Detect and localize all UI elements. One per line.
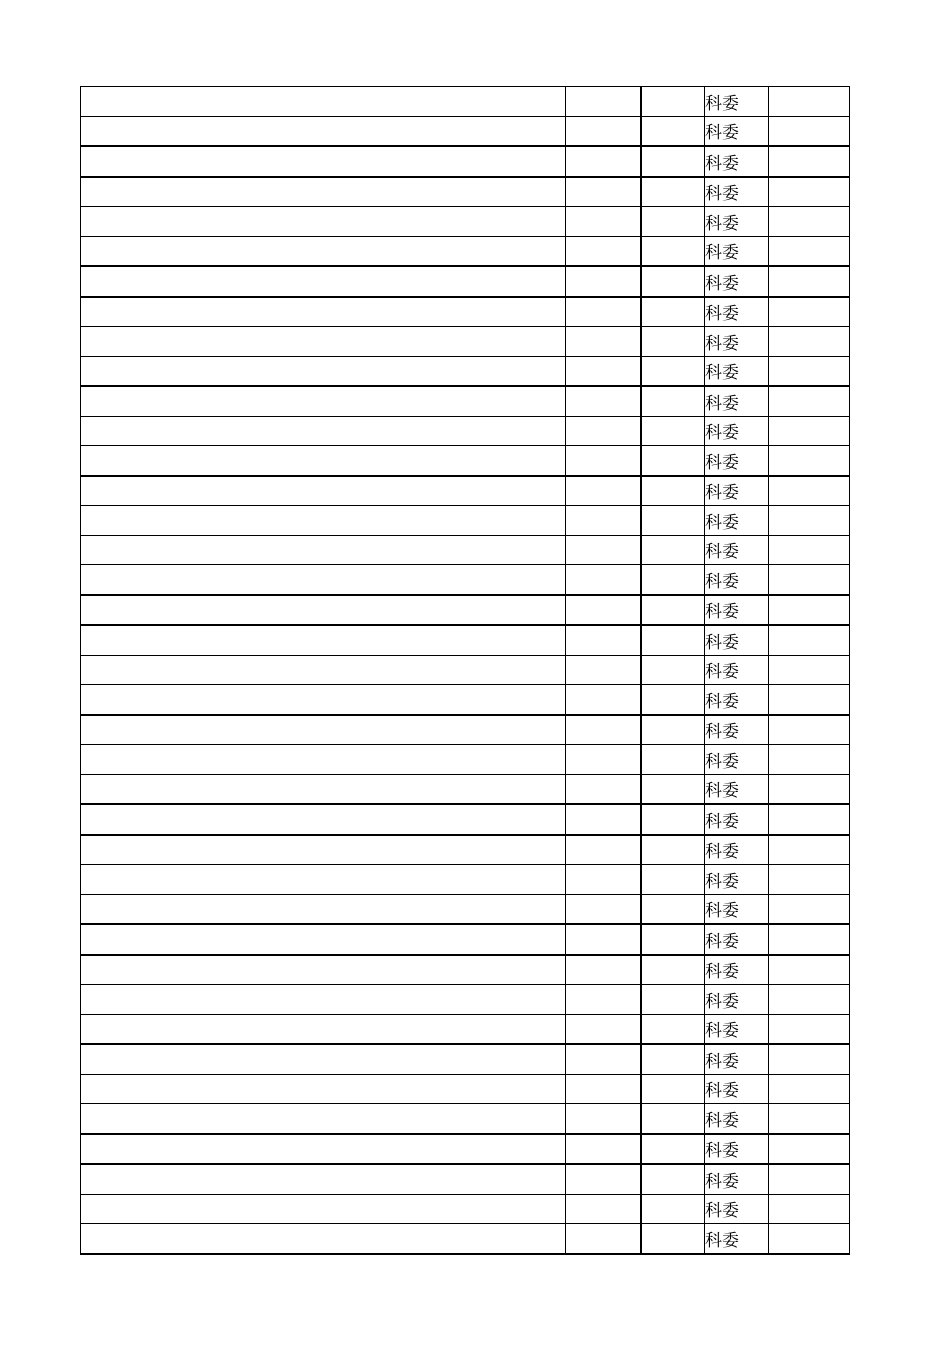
table-cell[interactable]: 科委	[705, 715, 769, 745]
table-cell[interactable]	[769, 655, 850, 685]
table-cell[interactable]	[81, 236, 566, 266]
table-cell[interactable]	[641, 116, 705, 146]
table-cell[interactable]	[769, 1134, 850, 1165]
table-cell[interactable]	[641, 446, 705, 476]
table-cell[interactable]	[566, 1194, 641, 1224]
table-cell[interactable]: 科委	[705, 745, 769, 775]
table-cell[interactable]	[81, 625, 566, 655]
table-cell[interactable]	[641, 356, 705, 386]
table-row	[81, 177, 850, 207]
table-cell[interactable]	[81, 416, 566, 446]
table-cell[interactable]	[769, 955, 850, 985]
table-row	[81, 835, 850, 865]
table-cell[interactable]	[566, 865, 641, 895]
table-row	[81, 1164, 850, 1194]
table-cell[interactable]	[566, 894, 641, 924]
table-cell[interactable]	[641, 1134, 705, 1165]
table-cell[interactable]	[566, 745, 641, 775]
table-cell[interactable]	[566, 297, 641, 327]
table-cell[interactable]	[566, 835, 641, 865]
table-cell[interactable]	[769, 835, 850, 865]
table-row	[81, 356, 850, 386]
table-cell[interactable]	[769, 116, 850, 146]
table-cell[interactable]: 科委	[705, 506, 769, 536]
table-cell[interactable]: 科委	[705, 595, 769, 626]
table-cell[interactable]	[641, 386, 705, 416]
table-cell[interactable]: 科委	[705, 565, 769, 595]
table-row	[81, 535, 850, 565]
table-cell[interactable]	[81, 1194, 566, 1224]
spreadsheet-table	[80, 86, 850, 1255]
table-cell[interactable]	[81, 476, 566, 506]
table-cell[interactable]	[641, 416, 705, 446]
table-cell[interactable]	[641, 985, 705, 1015]
table-cell[interactable]	[769, 446, 850, 476]
table-cell[interactable]	[81, 116, 566, 146]
table-row	[81, 416, 850, 446]
table-cell[interactable]	[641, 745, 705, 775]
table-cell[interactable]	[566, 356, 641, 386]
table-cell[interactable]: 科委	[705, 327, 769, 357]
table-cell[interactable]: 科委	[705, 655, 769, 685]
table-cell[interactable]	[566, 955, 641, 985]
table-cell[interactable]	[566, 446, 641, 476]
table-cell[interactable]	[566, 1134, 641, 1165]
table-cell[interactable]	[81, 655, 566, 685]
table-cell[interactable]	[769, 595, 850, 626]
table-cell[interactable]: 科委	[705, 1074, 769, 1104]
table-row	[81, 1224, 850, 1254]
table-cell[interactable]	[566, 715, 641, 745]
table-cell[interactable]	[81, 1014, 566, 1044]
table-cell[interactable]	[769, 177, 850, 207]
table-cell[interactable]	[769, 745, 850, 775]
table-cell[interactable]	[641, 87, 705, 117]
table-cell[interactable]	[81, 446, 566, 476]
table-cell[interactable]: 科委	[705, 177, 769, 207]
table-cell[interactable]	[81, 774, 566, 804]
table-row	[81, 327, 850, 357]
table-cell[interactable]	[566, 804, 641, 835]
table-cell[interactable]	[566, 1044, 641, 1074]
table-row	[81, 506, 850, 536]
table-cell[interactable]	[641, 1044, 705, 1074]
table-cell[interactable]	[81, 177, 566, 207]
table-cell[interactable]: 科委	[705, 955, 769, 985]
table-row	[81, 266, 850, 297]
table-cell[interactable]	[769, 625, 850, 655]
table-cell[interactable]	[81, 207, 566, 237]
table-cell[interactable]	[566, 266, 641, 297]
table-cell[interactable]	[81, 924, 566, 955]
table-cell[interactable]	[769, 146, 850, 177]
table-row	[81, 565, 850, 595]
table-cell[interactable]	[81, 386, 566, 416]
table-row	[81, 804, 850, 835]
table-cell[interactable]: 科委	[705, 1194, 769, 1224]
table-cell[interactable]	[769, 924, 850, 955]
table-cell[interactable]	[81, 297, 566, 327]
table-row	[81, 894, 850, 924]
table-cell[interactable]	[81, 535, 566, 565]
table-cell[interactable]	[81, 1224, 566, 1254]
table-cell[interactable]	[769, 236, 850, 266]
table-cell[interactable]	[769, 535, 850, 565]
table-cell[interactable]	[641, 327, 705, 357]
table-cell[interactable]	[81, 715, 566, 745]
table-cell[interactable]	[81, 266, 566, 297]
table-cell[interactable]	[641, 865, 705, 895]
table-cell[interactable]	[81, 955, 566, 985]
table-cell[interactable]	[641, 1104, 705, 1134]
table-cell[interactable]: 科委	[705, 207, 769, 237]
table-row	[81, 985, 850, 1015]
table-cell[interactable]	[769, 1224, 850, 1254]
table-cell[interactable]	[641, 715, 705, 745]
table-row	[81, 1074, 850, 1104]
table-cell[interactable]	[566, 535, 641, 565]
table-cell[interactable]	[81, 327, 566, 357]
table-cell[interactable]: 科委	[705, 1164, 769, 1194]
table-row	[81, 446, 850, 476]
table-cell[interactable]: 科委	[705, 476, 769, 506]
table-row	[81, 207, 850, 237]
table-cell[interactable]	[769, 386, 850, 416]
table-cell[interactable]	[769, 774, 850, 804]
table-cell[interactable]	[769, 565, 850, 595]
table-cell[interactable]: 科委	[705, 356, 769, 386]
table-cell[interactable]: 科委	[705, 1104, 769, 1134]
table-cell[interactable]	[566, 1074, 641, 1104]
table-cell[interactable]	[81, 1074, 566, 1104]
table-cell[interactable]	[81, 595, 566, 626]
table-cell[interactable]	[641, 506, 705, 536]
table-cell[interactable]: 科委	[705, 266, 769, 297]
table-cell[interactable]	[566, 655, 641, 685]
table-cell[interactable]: 科委	[705, 386, 769, 416]
table-cell[interactable]	[81, 356, 566, 386]
table-cell[interactable]	[81, 87, 566, 117]
table-cell[interactable]	[769, 87, 850, 117]
table-cell[interactable]	[81, 894, 566, 924]
table-cell[interactable]: 科委	[705, 446, 769, 476]
table-cell[interactable]	[769, 207, 850, 237]
table-row	[81, 1044, 850, 1074]
table-cell[interactable]	[81, 1164, 566, 1194]
table-cell[interactable]	[81, 1104, 566, 1134]
table-cell[interactable]	[769, 685, 850, 715]
table-cell[interactable]: 科委	[705, 146, 769, 177]
table-cell[interactable]	[641, 266, 705, 297]
table-cell[interactable]	[641, 565, 705, 595]
table-cell[interactable]	[81, 985, 566, 1015]
table-row	[81, 595, 850, 626]
table-cell[interactable]	[769, 1164, 850, 1194]
table-cell[interactable]: 科委	[705, 685, 769, 715]
table-cell[interactable]: 科委	[705, 1134, 769, 1165]
table-cell[interactable]	[566, 1014, 641, 1044]
table-row	[81, 1014, 850, 1044]
table-row	[81, 625, 850, 655]
table-cell[interactable]	[641, 1164, 705, 1194]
table-cell[interactable]	[641, 535, 705, 565]
table-cell[interactable]	[641, 835, 705, 865]
table-row	[81, 865, 850, 895]
table-cell[interactable]: 科委	[705, 1044, 769, 1074]
table-cell[interactable]	[566, 87, 641, 117]
table-cell[interactable]	[81, 865, 566, 895]
table-cell[interactable]	[769, 506, 850, 536]
table-cell[interactable]	[769, 416, 850, 446]
table-cell[interactable]	[769, 476, 850, 506]
table-cell[interactable]	[641, 1074, 705, 1104]
table-cell[interactable]: 科委	[705, 1224, 769, 1254]
table-cell[interactable]: 科委	[705, 297, 769, 327]
table-row	[81, 924, 850, 955]
table-row	[81, 655, 850, 685]
table-cell[interactable]	[81, 506, 566, 536]
table-row	[81, 87, 850, 117]
table-cell[interactable]	[566, 924, 641, 955]
table-cell[interactable]	[769, 804, 850, 835]
table-row	[81, 476, 850, 506]
table-cell[interactable]	[641, 1224, 705, 1254]
table-cell[interactable]	[769, 985, 850, 1015]
table-cell[interactable]	[641, 625, 705, 655]
table-cell[interactable]: 科委	[705, 535, 769, 565]
table-cell[interactable]	[769, 715, 850, 745]
table-cell[interactable]	[769, 1074, 850, 1104]
table-cell[interactable]	[566, 1104, 641, 1134]
table-cell[interactable]	[641, 146, 705, 177]
table-cell[interactable]	[641, 297, 705, 327]
table-cell[interactable]	[566, 506, 641, 536]
table-cell[interactable]	[641, 177, 705, 207]
table-cell[interactable]	[769, 1014, 850, 1044]
table-row	[81, 116, 850, 146]
table-row	[81, 146, 850, 177]
table-cell[interactable]	[641, 595, 705, 626]
table-cell[interactable]	[641, 685, 705, 715]
table-row	[81, 1194, 850, 1224]
table-row	[81, 685, 850, 715]
table-cell[interactable]	[566, 625, 641, 655]
table-row	[81, 1104, 850, 1134]
table-cell[interactable]	[81, 146, 566, 177]
table-cell[interactable]	[566, 476, 641, 506]
table-row	[81, 715, 850, 745]
table-cell[interactable]	[769, 1104, 850, 1134]
table-row	[81, 386, 850, 416]
table-cell[interactable]	[566, 1164, 641, 1194]
table-cell[interactable]	[641, 1014, 705, 1044]
table-cell[interactable]	[769, 266, 850, 297]
table-cell[interactable]: 科委	[705, 116, 769, 146]
table-row	[81, 745, 850, 775]
table-cell[interactable]	[81, 1134, 566, 1165]
table-cell[interactable]: 科委	[705, 804, 769, 835]
table-cell[interactable]	[81, 685, 566, 715]
table-row	[81, 297, 850, 327]
table-cell[interactable]	[641, 655, 705, 685]
table-cell[interactable]	[566, 595, 641, 626]
table-cell[interactable]	[641, 476, 705, 506]
table-row	[81, 955, 850, 985]
table-cell[interactable]	[641, 236, 705, 266]
table-cell[interactable]	[641, 1194, 705, 1224]
table-cell[interactable]	[566, 985, 641, 1015]
table-cell[interactable]	[769, 865, 850, 895]
table-cell[interactable]: 科委	[705, 416, 769, 446]
table-cell[interactable]: 科委	[705, 835, 769, 865]
table-cell[interactable]	[641, 207, 705, 237]
table-cell[interactable]: 科委	[705, 625, 769, 655]
table-cell[interactable]: 科委	[705, 894, 769, 924]
table-cell[interactable]	[641, 955, 705, 985]
table-cell[interactable]	[769, 1194, 850, 1224]
table-cell[interactable]	[81, 835, 566, 865]
table-cell[interactable]	[566, 146, 641, 177]
table-cell[interactable]	[566, 386, 641, 416]
table-cell[interactable]	[566, 236, 641, 266]
table-cell[interactable]: 科委	[705, 236, 769, 266]
table-cell[interactable]	[641, 804, 705, 835]
table-cell[interactable]	[769, 1044, 850, 1074]
table-cell[interactable]	[566, 416, 641, 446]
table-cell[interactable]	[81, 745, 566, 775]
table-cell[interactable]	[81, 1044, 566, 1074]
table-cell[interactable]	[641, 894, 705, 924]
table-cell[interactable]	[566, 774, 641, 804]
table-cell[interactable]	[641, 774, 705, 804]
table-cell[interactable]: 科委	[705, 865, 769, 895]
table-cell[interactable]	[566, 565, 641, 595]
table-body	[81, 87, 850, 1254]
table-row	[81, 1134, 850, 1165]
table-cell[interactable]: 科委	[705, 774, 769, 804]
table-cell[interactable]: 科委	[705, 985, 769, 1015]
table-cell[interactable]: 科委	[705, 1014, 769, 1044]
table-cell[interactable]	[566, 685, 641, 715]
table-cell[interactable]	[81, 804, 566, 835]
table-cell[interactable]	[566, 1224, 641, 1254]
table-cell[interactable]	[769, 327, 850, 357]
table-row	[81, 236, 850, 266]
table-cell[interactable]	[769, 894, 850, 924]
table-cell[interactable]	[769, 297, 850, 327]
table-cell[interactable]	[641, 924, 705, 955]
table-cell[interactable]	[566, 116, 641, 146]
table-cell[interactable]	[81, 565, 566, 595]
table-cell[interactable]	[566, 177, 641, 207]
table-row	[81, 774, 850, 804]
table-cell[interactable]	[769, 356, 850, 386]
table-cell[interactable]	[566, 207, 641, 237]
table-cell[interactable]	[566, 327, 641, 357]
table-cell[interactable]: 科委	[705, 924, 769, 955]
table-cell[interactable]: 科委	[705, 87, 769, 117]
